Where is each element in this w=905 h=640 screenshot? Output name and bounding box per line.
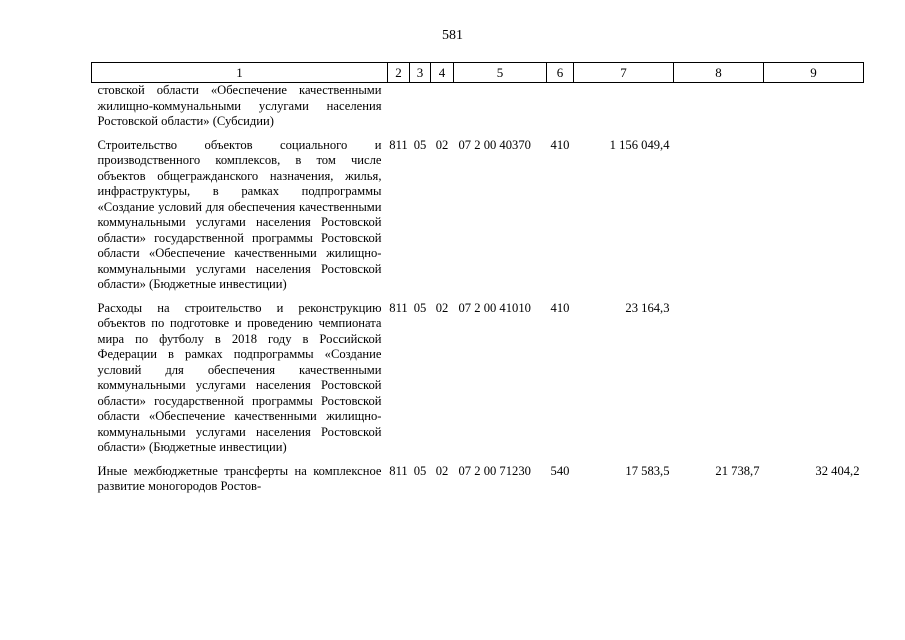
row-ministry: 811 [389,300,408,315]
table-body [92,83,864,503]
row-amount-col9: 32 404,2 [815,463,860,478]
row-target-article: 07 2 00 40370 [458,137,531,152]
header-col-7: 7 [574,63,674,83]
row-amount-col7: 23 164,3 [625,300,670,315]
row-amount-col8 [674,301,764,464]
row-amount-col7 [574,83,674,138]
header-col-6: 6 [547,63,574,83]
row-amount-col7: 1 156 049,4 [609,137,670,152]
header-col-3: 3 [410,63,431,83]
row-name: Строительство объектов социального и производственного комплексов, в том числе объектов общегражданского назначения, жилья, инфраструктуры, в рамках подпрограммы «Создание условий для обеспечения качественными коммунальными услугами населения Ростовской области» государственной программы Ростовской области «Обеспечение качественными жилищно-коммунальными услугами населения Ростовской области» (Бюджетные инвестиции) [97,137,382,291]
header-col-9: 9 [764,63,864,83]
row-subsection: 02 [435,300,449,315]
row-expense-type: 410 [550,300,570,315]
page-number: 581 [442,28,463,43]
row-amount-col9 [764,83,864,138]
row-section: 05 [413,300,427,315]
row-target-article [454,83,547,138]
budget-table [91,62,864,503]
row-expense-type: 540 [550,463,570,478]
row-name: Иные межбюджетные трансферты на комплексное развитие моногородов Ростов- [97,463,382,493]
row-ministry [388,83,410,138]
table-header [92,63,864,83]
row-amount-col9 [764,138,864,301]
table-row [92,138,864,301]
row-target-article: 07 2 00 71230 [458,463,531,478]
row-section: 05 [413,137,427,152]
header-col-8: 8 [674,63,764,83]
row-subsection: 02 [435,137,449,152]
header-row [92,63,864,83]
row-section: 05 [413,463,427,478]
row-amount-col9 [764,301,864,464]
row-name: стовской области «Обеспечение качественными жилищно-коммунальными услугами населения Ростовской области» (Субсидии) [97,83,382,128]
row-amount-col8: 21 738,7 [715,463,760,478]
header-col-5: 5 [454,63,547,83]
row-ministry: 811 [389,463,408,478]
header-col-4: 4 [431,63,454,83]
table-row [92,301,864,464]
table-row [92,83,864,138]
header-col-2: 2 [388,63,410,83]
row-target-article: 07 2 00 41010 [458,300,531,315]
row-subsection: 02 [435,463,449,478]
header-col-1: 1 [92,63,388,83]
row-ministry: 811 [389,137,408,152]
row-section [410,83,431,138]
row-amount-col8 [674,83,764,138]
row-subsection [431,83,454,138]
table-row [92,464,864,503]
row-amount-col8 [674,138,764,301]
row-amount-col7: 17 583,5 [625,463,670,478]
row-name: Расходы на строительство и реконструкцию объектов по подготовке и проведению чемпионата мира по футболу в 2018 году в Российской Федерации в рамках подпрограммы «Создание условий для обеспечения качественными коммунальными услугами населения Ростовской области» государственной программы Ростовской области «Обеспечение качественными жилищно-коммунальными услугами населения Ростовской области» (Бюджетные инвестиции) [97,300,382,454]
row-expense-type [547,83,574,138]
row-expense-type: 410 [550,137,570,152]
